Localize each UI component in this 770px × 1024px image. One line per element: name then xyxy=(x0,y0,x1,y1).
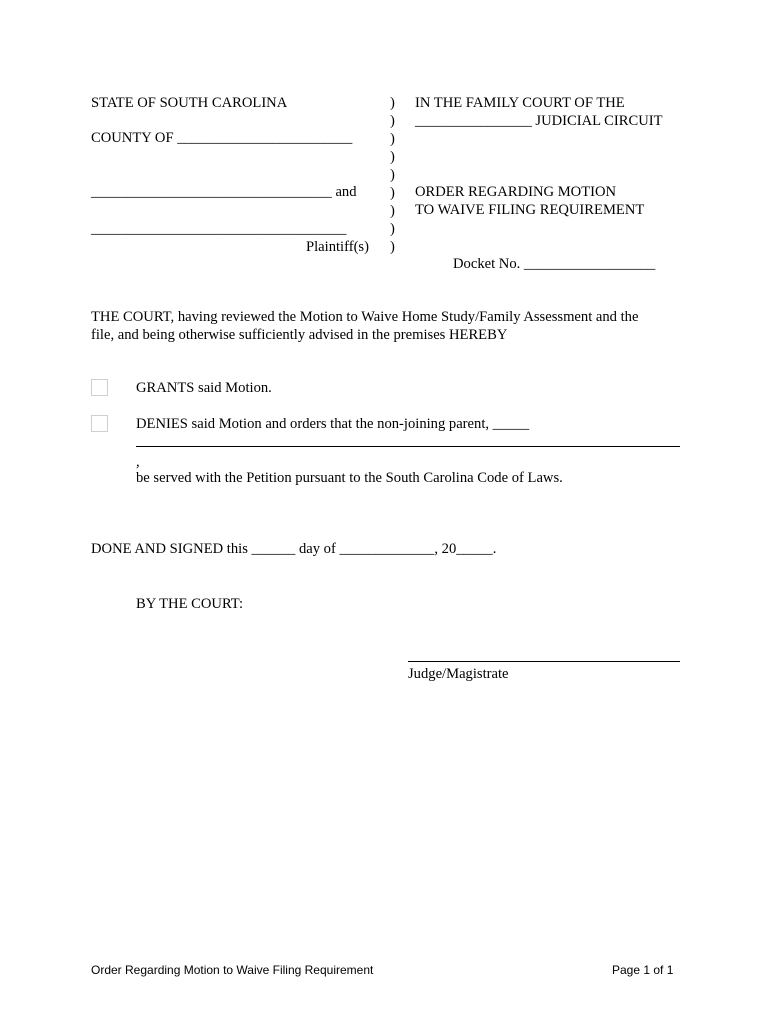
caption-paren: ) xyxy=(390,221,395,237)
intro-line2: file, and being otherwise sufficiently advised in the premises HEREBY xyxy=(91,327,508,343)
order-title-line1: ORDER REGARDING MOTION xyxy=(415,184,617,200)
caption-paren: ) xyxy=(390,167,395,183)
plaintiff-label: Plaintiff(s) xyxy=(306,239,369,255)
caption-paren: ) xyxy=(390,113,395,129)
grants-option-label: GRANTS said Motion. xyxy=(136,380,272,396)
judge-magistrate-label: Judge/Magistrate xyxy=(408,666,509,682)
caption-paren: ) xyxy=(390,185,395,201)
judge-signature-line xyxy=(408,661,680,662)
comma-text: , xyxy=(136,454,140,470)
done-and-signed-line: DONE AND SIGNED this ______ day of _____________, 20_____. xyxy=(91,541,497,557)
county-label: COUNTY OF ________________________ xyxy=(91,130,353,146)
footer-document-title: Order Regarding Motion to Waive Filing Requirement xyxy=(91,963,374,977)
grants-checkbox[interactable] xyxy=(91,379,108,396)
parent-name-line xyxy=(136,446,680,447)
order-title-line2: TO WAIVE FILING REQUIREMENT xyxy=(415,202,645,218)
caption-paren: ) xyxy=(390,239,395,255)
plaintiff-name-line: ___________________________________ xyxy=(91,221,347,237)
caption-paren: ) xyxy=(390,95,395,111)
party-line: _________________________________ and xyxy=(91,184,357,200)
court-name-line1: IN THE FAMILY COURT OF THE xyxy=(415,95,625,111)
caption-paren: ) xyxy=(390,149,395,165)
court-name-line2: ________________ JUDICIAL CIRCUIT xyxy=(415,113,663,129)
docket-number: Docket No. __________________ xyxy=(453,256,656,272)
state-label: STATE OF SOUTH CAROLINA xyxy=(91,95,288,111)
denies-option-label: DENIES said Motion and orders that the non-joining parent, _____ xyxy=(136,416,530,432)
by-the-court-label: BY THE COURT: xyxy=(136,596,244,612)
footer-page-number: Page 1 of 1 xyxy=(612,963,674,977)
denies-checkbox[interactable] xyxy=(91,415,108,432)
intro-line1: THE COURT, having reviewed the Motion to Waive Home Study/Family Assessment and the xyxy=(91,309,639,325)
caption-paren: ) xyxy=(390,203,395,219)
served-text: be served with the Petition pursuant to the South Carolina Code of Laws. xyxy=(136,470,563,486)
caption-paren: ) xyxy=(390,131,395,147)
